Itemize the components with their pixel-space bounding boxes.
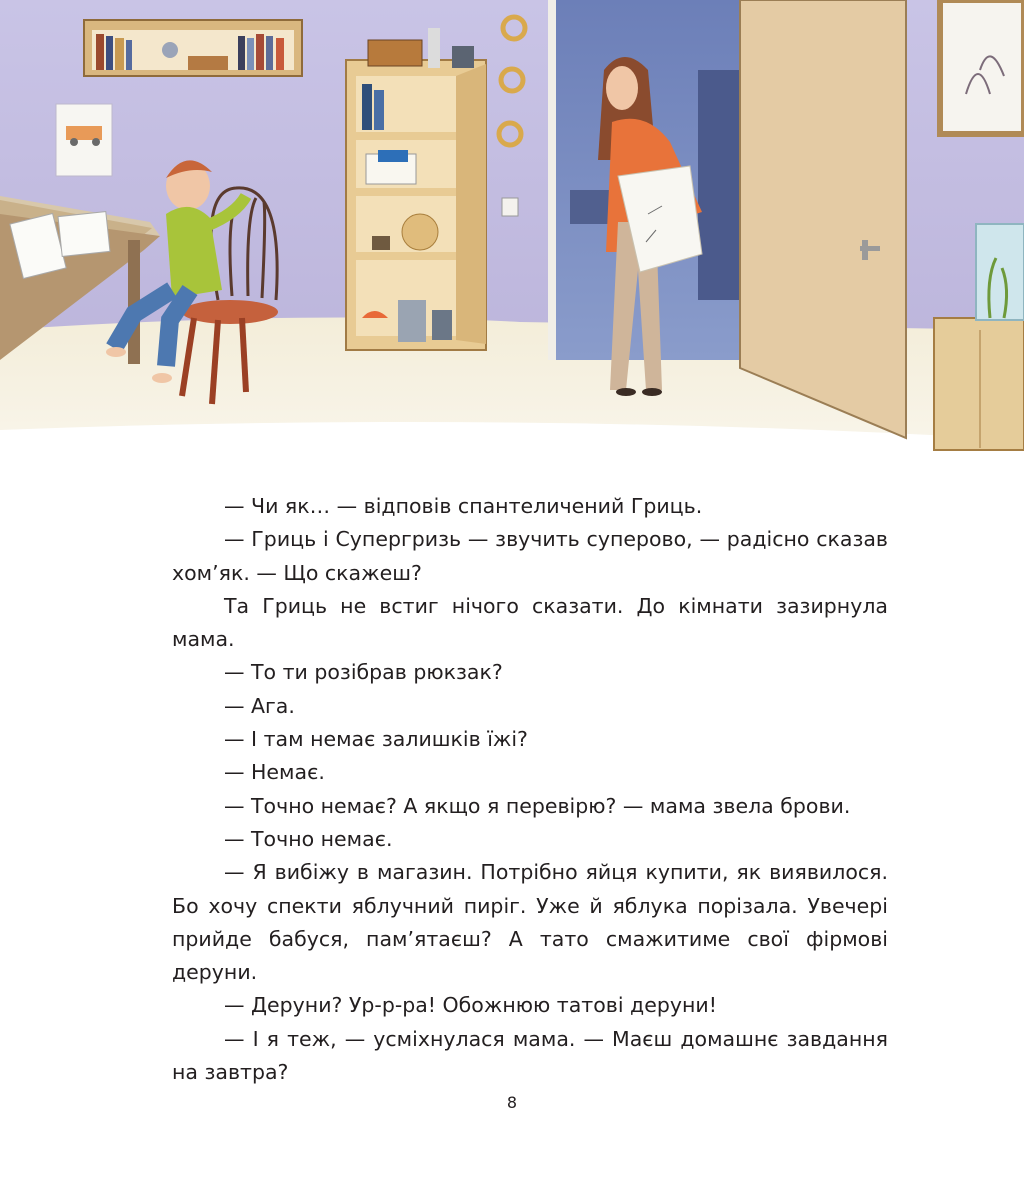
paragraph: — Точно немає. — [224, 826, 393, 851]
paragraph: — Чи як… — відповів спантеличений Гриць. — [224, 494, 703, 518]
paragraph: — Ага. — [224, 693, 295, 718]
room-scene-icon — [0, 0, 1024, 470]
picture-frame-icon — [940, 0, 1024, 134]
paragraph: — І я теж, — усміхнулася мама. — Маєш домашнє завдання на завтра? — [172, 1026, 888, 1085]
paragraph: — Гриць і Супергризь — звучить суперово, — радісно сказав хом’як. — Що скажеш? — [172, 527, 888, 585]
wall-shelf-icon — [84, 20, 302, 76]
page-number: 8 — [506, 1093, 518, 1112]
paragraph: — То ти розібрав рюкзак? — [224, 660, 503, 685]
story-text — [172, 490, 888, 1089]
paragraph: — Немає. — [224, 760, 325, 785]
paragraph: — І там немає залишків їжі? — [224, 727, 528, 752]
paragraph: — Деруни? Ур-р-ра! Обожнюю татові деруни! — [224, 993, 717, 1018]
paragraph: — Точно немає? А якщо я перевірю? — мама звела брови. — [224, 793, 851, 818]
bookcase-icon — [346, 28, 486, 350]
paragraph: Та Гриць не встиг нічого сказати. До кімнати зазирнула мама. — [172, 593, 888, 652]
paragraph: — Я вибіжу в магазин. Потрібно яйця купити, як виявилося. Бо хочу спекти яблучний пиріг. Уже й яблука порізала. Увечері прийде бабуся, пам’ятаєш? А тато смажитиме свої фірмові деруни. — [172, 860, 888, 985]
pinned-drawing-icon — [56, 104, 112, 176]
open-door-icon — [740, 0, 906, 438]
room-illustration — [0, 0, 1024, 470]
